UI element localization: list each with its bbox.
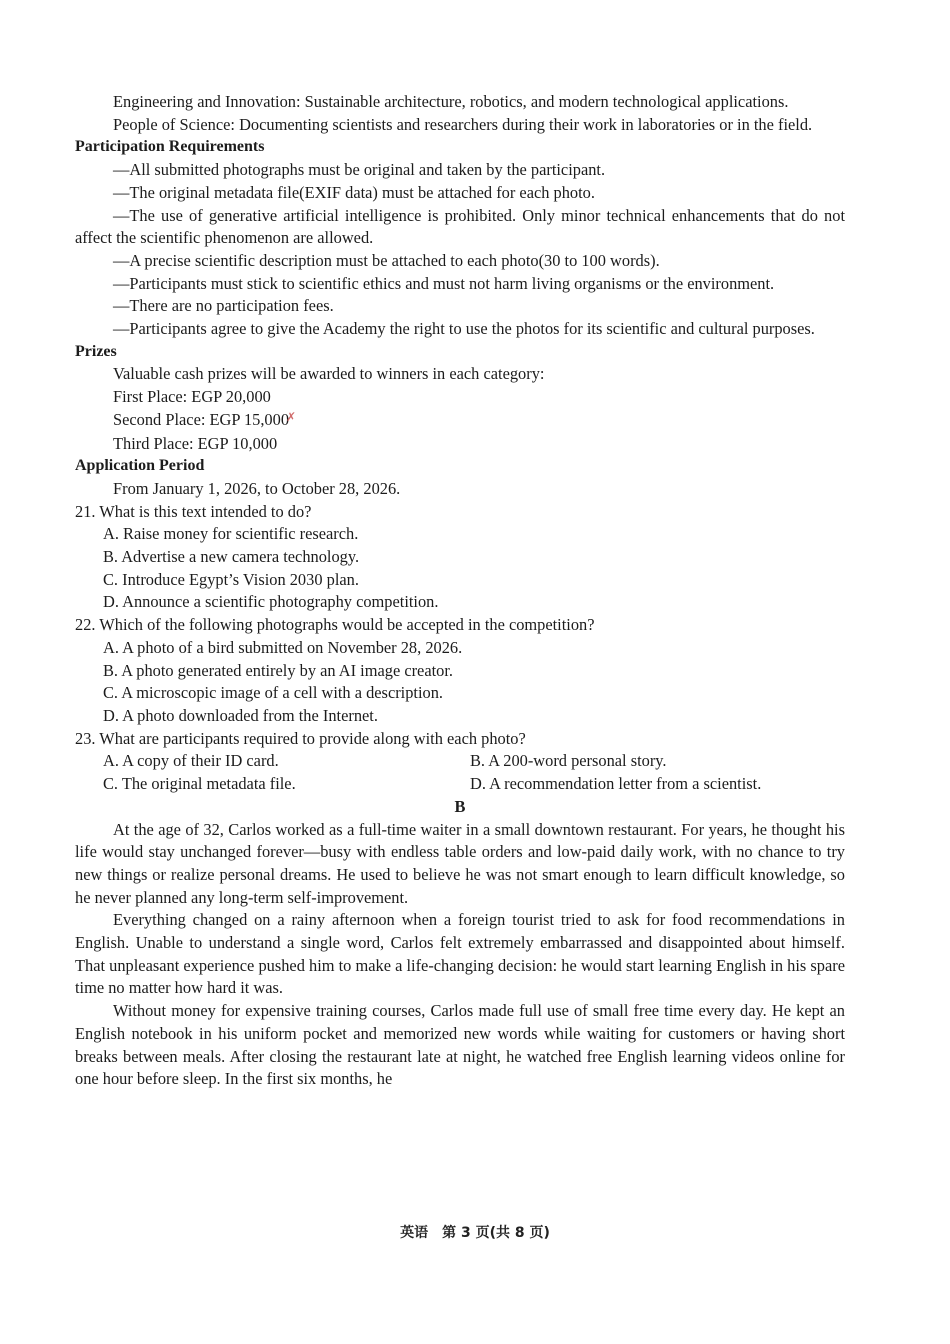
prize-second bbox=[75, 409, 845, 433]
q21-option-c: C. Introduce Egypt’s Vision 2030 plan. bbox=[103, 569, 359, 589]
q22-option-c: C. A microscopic image of a cell with a description. bbox=[103, 683, 444, 703]
prizes-intro: Valuable cash prizes will be awarded to winners in each category: bbox=[113, 364, 545, 384]
q21-option-a: A. Raise money for scientific research. bbox=[103, 524, 359, 544]
prizes-heading: Prizes bbox=[75, 342, 117, 360]
q23-option-a: A. A copy of their ID card. bbox=[103, 751, 279, 771]
question-22: 22. Which of the following photographs would be accepted in the competition? bbox=[75, 615, 595, 635]
q22-option-a: A. A photo of a bird submitted on November 28, 2026. bbox=[103, 637, 463, 657]
requirement-item: —All submitted photographs must be original and taken by the participant. bbox=[113, 160, 606, 180]
requirement-item: —Participants agree to give the Academy the right to use the photos for its scientific and cultural purposes. bbox=[113, 319, 815, 339]
q23-options-row-1 bbox=[75, 750, 845, 773]
q23-options-row-2 bbox=[75, 773, 845, 796]
requirement-item: —There are no participation fees. bbox=[113, 296, 334, 316]
pen-mark-icon: ✗ bbox=[286, 409, 297, 424]
passage-b-paragraph: At the age of 32, Carlos worked as a full-time waiter in a small downtown restaurant. For years, he thought his life would stay unchanged forever—busy with endless table orders and low-paid daily work, with no chance to try new things or realize personal dreams. He used to believe he was not smart enough to learn difficult knowledge, so he never planned any long-term self-improvement. bbox=[75, 819, 845, 907]
requirement-item: —A precise scientific description must be attached to each photo(30 to 100 words). bbox=[113, 250, 660, 270]
application-dates: From January 1, 2026, to October 28, 2026. bbox=[113, 478, 401, 498]
page-footer: 英语 第 3 页(共 8 页) bbox=[400, 1225, 550, 1241]
q21-option-b: B. Advertise a new camera technology. bbox=[103, 547, 360, 567]
q23-option-b: B. A 200-word personal story. bbox=[470, 751, 667, 771]
q23-option-d: D. A recommendation letter from a scientist. bbox=[470, 774, 762, 794]
requirement-item: —The original metadata file(EXIF data) must be attached for each photo. bbox=[113, 182, 595, 202]
prize-third: Third Place: EGP 10,000 bbox=[113, 433, 278, 453]
section-b-label: B bbox=[454, 796, 466, 816]
q21-option-d: D. Announce a scientific photography competition. bbox=[103, 592, 439, 612]
requirement-item: —Participants must stick to scientific ethics and must not harm living organisms or the environment. bbox=[113, 273, 775, 293]
q22-option-b: B. A photo generated entirely by an AI image creator. bbox=[103, 660, 454, 680]
category-engineering: Engineering and Innovation: Sustainable architecture, robotics, and modern technological applications. bbox=[113, 92, 789, 111]
prize-second-text: Second Place: EGP 15,000 bbox=[113, 409, 290, 429]
question-23: 23. What are participants required to provide along with each photo? bbox=[75, 728, 526, 748]
participation-heading: Participation Requirements bbox=[75, 138, 265, 156]
passage-b-paragraph: Everything changed on a rainy afternoon when a foreign tourist tried to ask for food recommendations in English. Unable to understand a single word, Carlos felt extremely embarrassed and disappointed about himself. That unpleasant experience pushed him to make a life-changing decision: he would start learning English in his spare time no matter how hard it was. bbox=[75, 910, 845, 998]
q23-option-c: C. The original metadata file. bbox=[103, 774, 296, 794]
page-content bbox=[75, 91, 845, 1091]
q22-option-d: D. A photo downloaded from the Internet. bbox=[103, 705, 378, 725]
prize-first: First Place: EGP 20,000 bbox=[113, 387, 271, 407]
category-people-of-science: People of Science: Documenting scientists and researchers during their work in laboratories or in the field. bbox=[113, 114, 813, 134]
question-21: 21. What is this text intended to do? bbox=[75, 501, 312, 521]
passage-b-paragraph: Without money for expensive training courses, Carlos made full use of small free time every day. He kept an English notebook in his uniform pocket and memorized new words while waiting for customers or having short breaks between meals. After closing the restaurant late at night, he watched free English learning videos online for one hour before sleep. In the first six months, he bbox=[75, 1001, 845, 1089]
requirement-item: —The use of generative artificial intelligence is prohibited. Only minor technical enhancements that do not affect the scientific phenomenon are allowed. bbox=[75, 205, 845, 248]
application-heading: Application Period bbox=[75, 457, 205, 475]
